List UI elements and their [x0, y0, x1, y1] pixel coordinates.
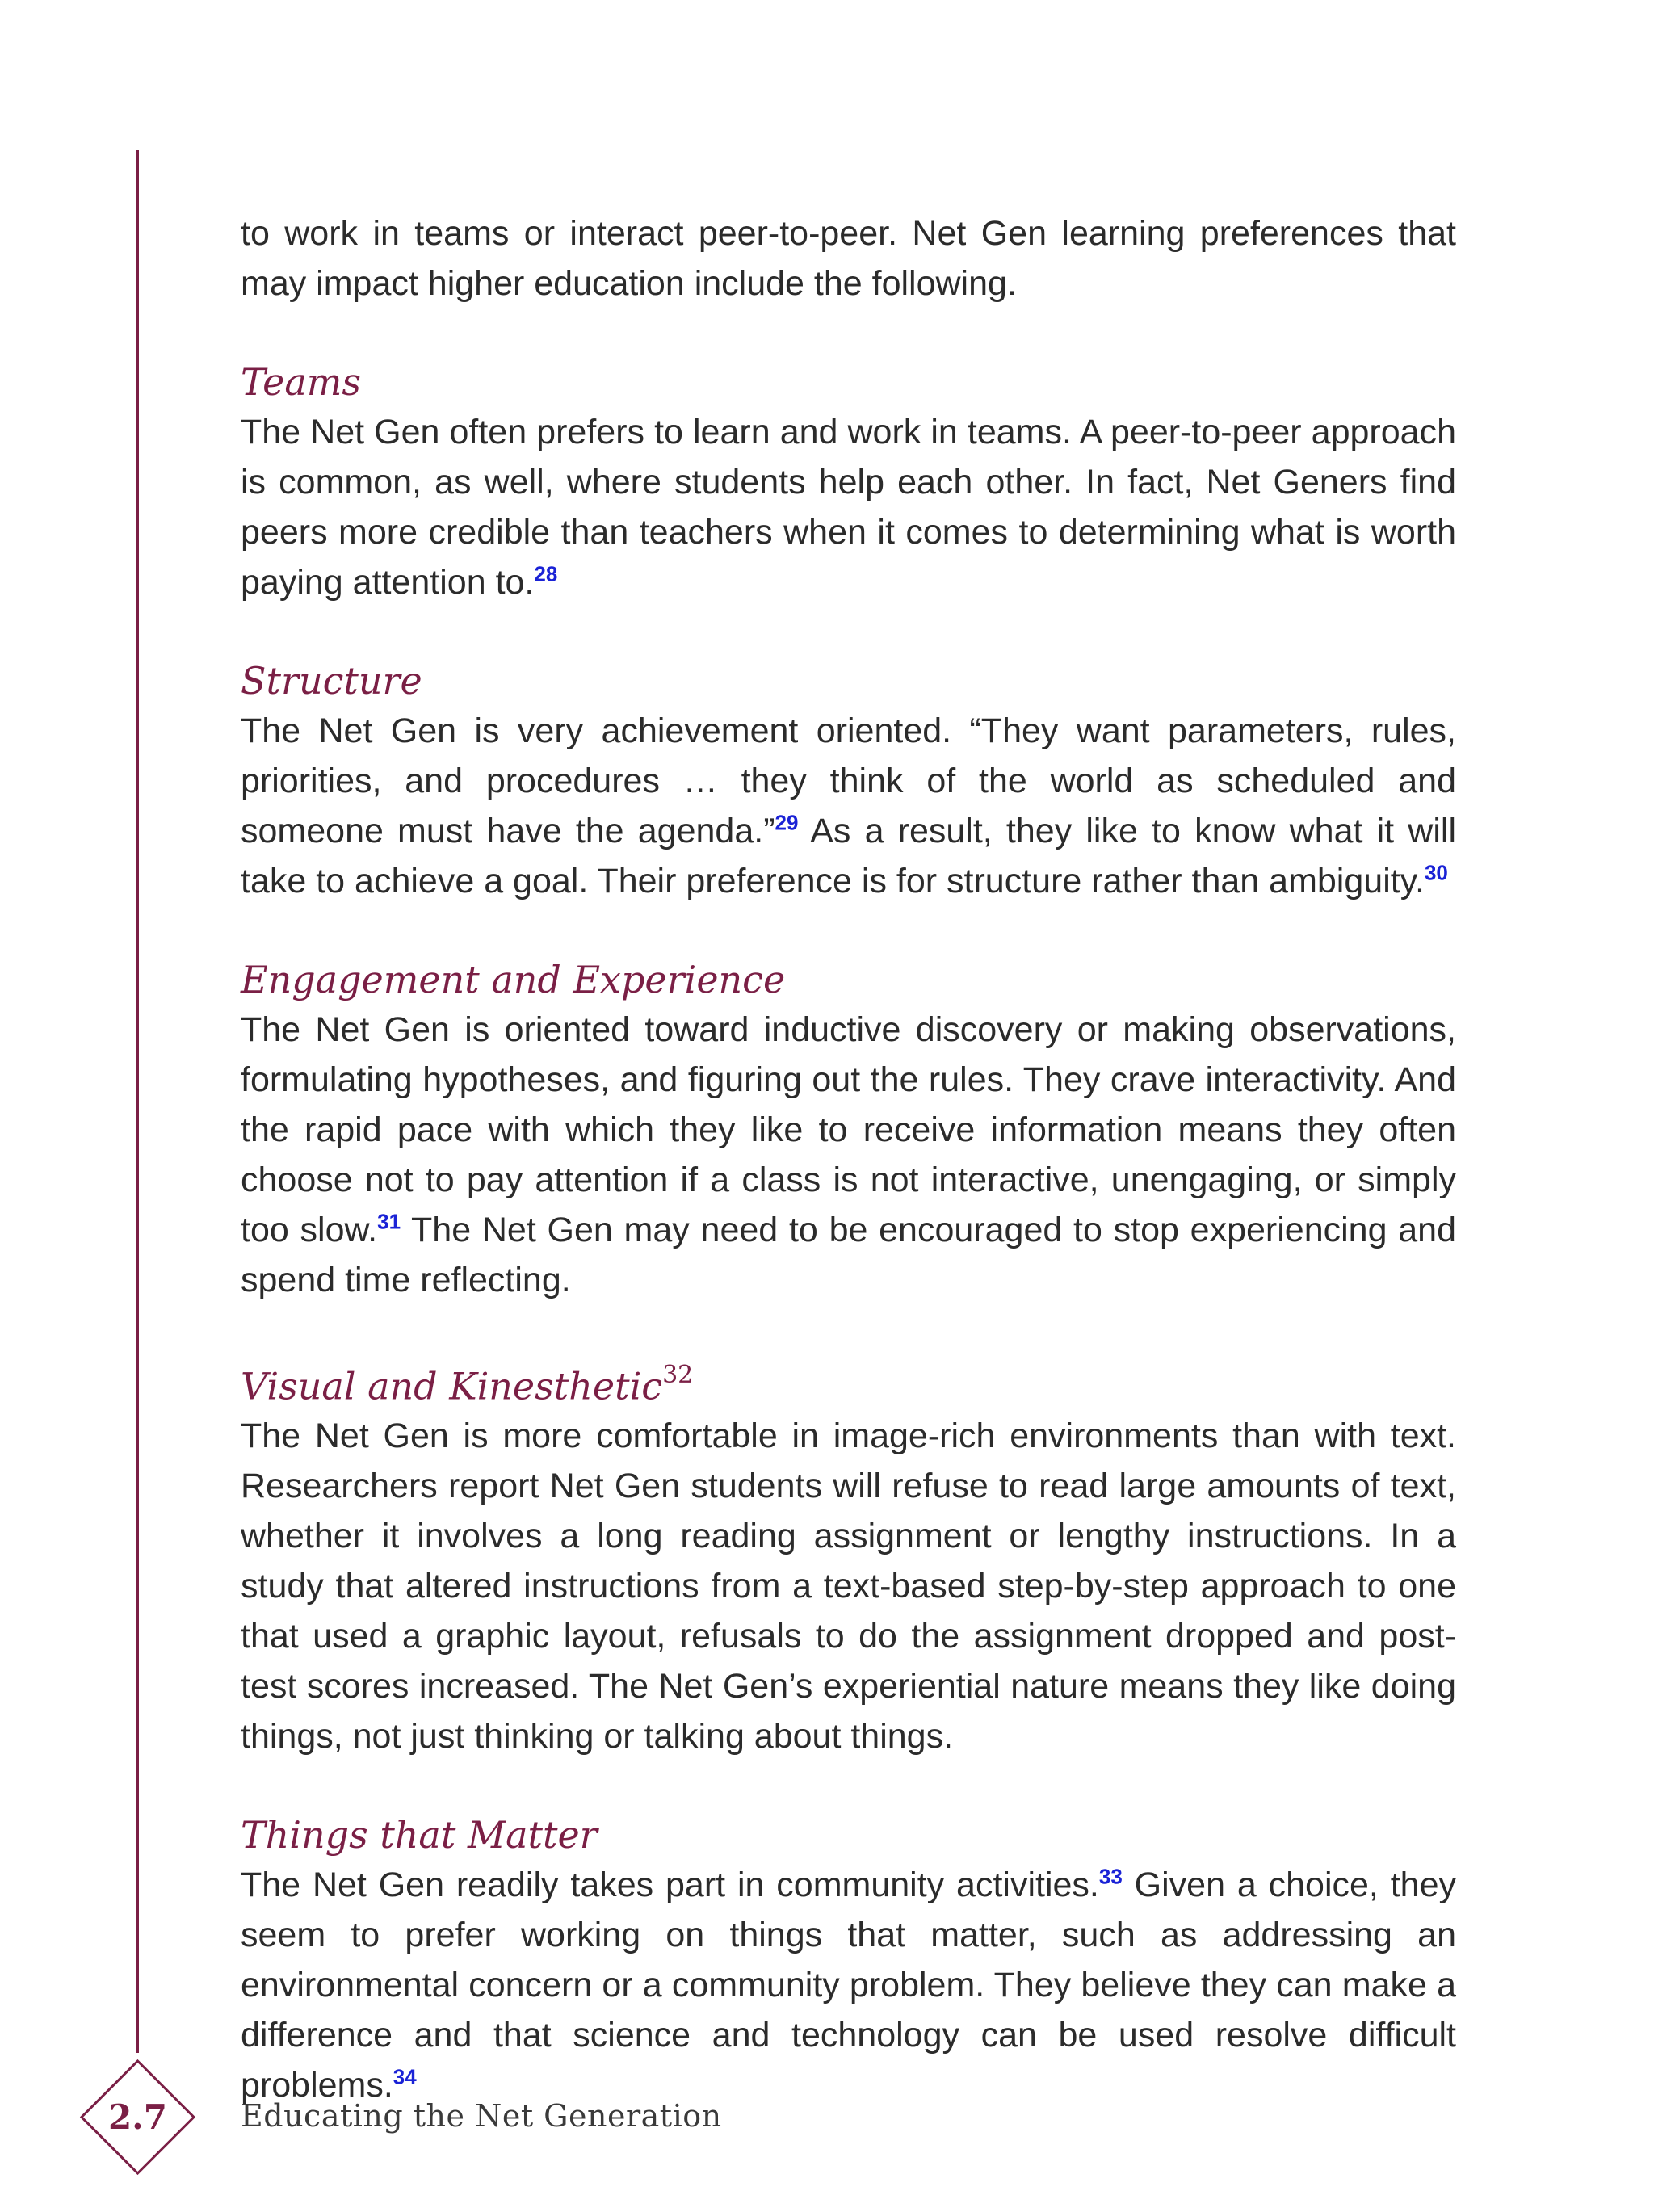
- paragraph-text: The Net Gen may need to be encouraged to stop experiencing and spend time reflecting.: [241, 1211, 1456, 1299]
- section-heading: [241, 1354, 1456, 1411]
- section: [241, 1810, 1456, 2110]
- footnote-ref[interactable]: 29: [775, 810, 799, 835]
- paragraph-text: The Net Gen often prefers to learn and work in teams. A peer-to-peer approach is common, as well, where students help each other. In fact, Net Geners find peers more credible than teachers when it comes to determining what is worth paying attention to.: [241, 413, 1456, 602]
- section-heading: [241, 656, 1456, 706]
- paragraph-text: The Net Gen is more comfortable in image-rich environments than with text. Researchers report Net Gen students will refuse to read large amounts of text, whether it involves a long reading assignment or lengthy instructions. In a study that altered instructions from a text-based step-by-step approach to one that used a graphic layout, refusals to do the assignment dropped and post-test scores increased. The Net Gen’s experiential nature means they like doing things, not just thinking or talking about things.: [241, 1417, 1456, 1757]
- footnote-ref[interactable]: 33: [1098, 1865, 1123, 1889]
- paragraph-text: The Net Gen is oriented toward inductive discovery or making observations, formulating hypotheses, and figuring out the rules. They crave interactivity. And the rapid pace with which they like to receive information means they often choose not to pay attention if a class is not interactive, unengaging, or simply too slow.: [241, 1010, 1456, 1249]
- section: [241, 1354, 1456, 1761]
- intro-paragraph: to work in teams or interact peer-to-peer. Net Gen learning preferences that may impact higher education include the following.: [241, 214, 1456, 303]
- section-heading-text: Things that Matter: [241, 1813, 598, 1857]
- page-number: 2.7: [107, 2097, 168, 2137]
- section-paragraph: [241, 407, 1456, 607]
- section-heading-text: Teams: [241, 360, 361, 404]
- body-content: [241, 208, 1456, 2110]
- section-paragraph: [241, 1005, 1456, 1305]
- section-heading-text: Visual and Kinesthetic: [241, 1364, 663, 1408]
- section-heading-text: Structure: [241, 659, 422, 703]
- section-paragraph: [241, 706, 1456, 906]
- section: [241, 955, 1456, 1305]
- paragraph-text: Given a choice, they seem to prefer working on things that matter, such as addressing an environmental concern or a community problem. They believe they can make a difference and that science and technology can be used resolve difficult problems.: [241, 1866, 1456, 2105]
- section-heading-text: Engagement and Experience: [241, 958, 786, 1001]
- paragraph-text: As a result, they like to know what it will take to achieve a goal. Their preference is for structure rather than ambiguity.: [241, 812, 1456, 900]
- footnote-ref[interactable]: 28: [534, 561, 558, 586]
- footnote-ref[interactable]: 30: [1424, 860, 1448, 885]
- section-paragraph: [241, 1411, 1456, 1761]
- section-paragraph: [241, 1860, 1456, 2110]
- paragraph-text: The Net Gen readily takes part in community activities.: [241, 1866, 1099, 1905]
- sections-container: [241, 357, 1456, 2110]
- footer-book-title: Educating the Net Generation: [241, 2098, 722, 2134]
- heading-footnote-ref: 32: [662, 1361, 694, 1389]
- section: [241, 357, 1456, 607]
- paragraph-text: The Net Gen is very achievement oriented. “They want parameters, rules, priorities, and procedures … they think of the world as scheduled and someone must have the agenda.”: [241, 711, 1456, 850]
- footnote-ref[interactable]: 31: [377, 1209, 401, 1234]
- section-heading: [241, 357, 1456, 407]
- margin-rule: [136, 150, 139, 2053]
- section-heading: [241, 1810, 1456, 1860]
- section: [241, 656, 1456, 906]
- section-heading: [241, 955, 1456, 1005]
- footnote-ref[interactable]: 34: [393, 2065, 417, 2089]
